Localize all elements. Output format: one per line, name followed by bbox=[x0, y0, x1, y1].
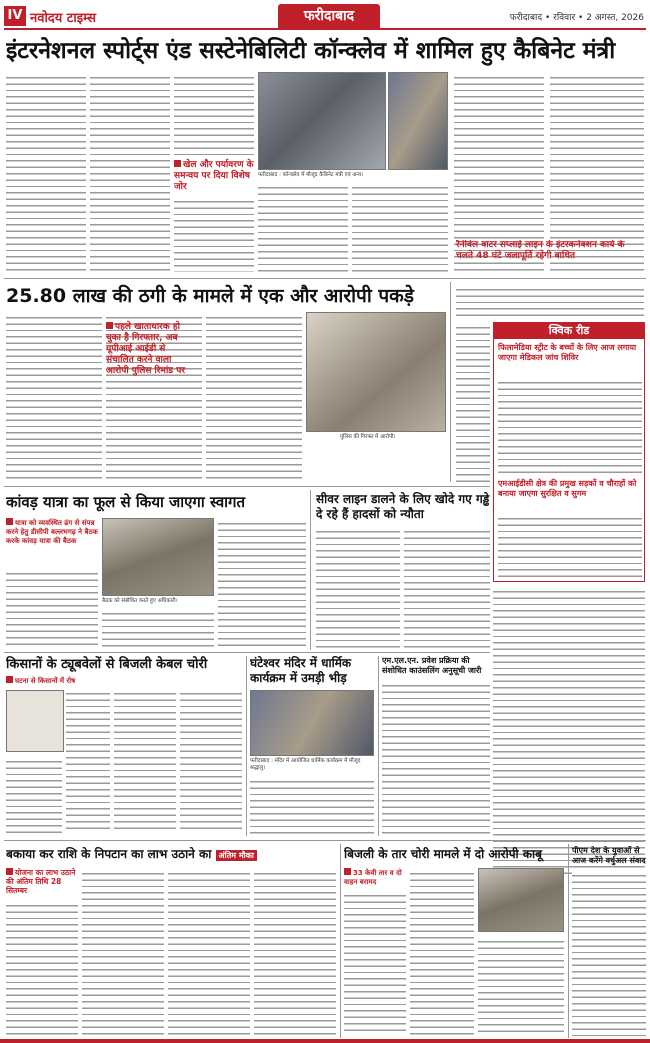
lead-callout: खेल और पर्यावरण के समन्वय पर दिया विशेष जोर bbox=[174, 160, 254, 192]
story2-headline: 25.80 लाख की ठगी के मामले में एक और आरोपी पकड़े bbox=[6, 285, 414, 307]
story5-headline: सीवर लाइन डालने के लिए खोदे गए गड्ढे दे रहे हैं हादसों को न्यौता bbox=[316, 492, 490, 521]
quick-read-title: क्विक रीड bbox=[494, 323, 644, 339]
lead-headline: इंटरनेशनल स्पोर्ट्स एंड सस्टेनेबिलिटी कॉन्क्लेव में शामिल हुए कैबिनेट मंत्री bbox=[6, 38, 616, 64]
brand-logo-text: नवोदय टाइम्स bbox=[30, 11, 97, 26]
quick-read-box bbox=[493, 322, 645, 582]
story3-body-narrow bbox=[456, 322, 490, 482]
story8-headline: एम.एल.एन. प्रवेश प्रक्रिया की संशोधित काउंसलिंग अनुसूची जारी bbox=[382, 656, 482, 675]
story8-body bbox=[382, 680, 490, 834]
story10-body-col2 bbox=[410, 868, 474, 1036]
story4-body-col2 bbox=[218, 518, 306, 648]
story7-headline: घंटेश्वर मंदिर में धार्मिक कार्यक्रम में उमड़ी भीड़ bbox=[250, 656, 352, 685]
story9-body-col1 bbox=[6, 900, 78, 1036]
story11-body bbox=[572, 870, 646, 1036]
divider bbox=[4, 278, 646, 279]
story6-body-col2 bbox=[114, 688, 176, 834]
story6-body-col3 bbox=[180, 688, 242, 834]
story2-photo bbox=[306, 312, 446, 432]
story5-body-col1 bbox=[316, 526, 400, 648]
story3-headline: रैनीवेल वाटर सप्लाई लाइन के इंटरकनेक्शन कार्य के चलते 48 घंटे जलापूर्ति रहेगी बाधित bbox=[456, 240, 625, 261]
story5-body-col2 bbox=[404, 526, 490, 648]
story9-body-col2 bbox=[82, 868, 164, 1036]
bullet-square-icon bbox=[174, 160, 181, 167]
lead-body-col3b bbox=[174, 196, 254, 272]
story7-photo bbox=[250, 690, 374, 756]
story9-callout: योजना का लाभ उठाने की अंतिम तिथि 28 सितम्बर bbox=[6, 868, 76, 895]
story10-photo bbox=[478, 868, 564, 932]
divider bbox=[246, 656, 247, 836]
divider bbox=[568, 844, 569, 1038]
lead-body-col4 bbox=[258, 182, 348, 272]
story9-body-col3 bbox=[168, 868, 250, 1036]
bullet-square-icon bbox=[6, 676, 13, 683]
bullet-square-icon bbox=[106, 322, 113, 329]
dateline: फरीदाबाद • रविवार • 2 अगस्त, 2026 bbox=[509, 13, 644, 23]
masthead bbox=[4, 4, 646, 30]
quick-read-item2-headline: एमआईडीसी क्षेत्र की प्रमुख सड़कों व चौराहों को बनाया जाएगा सुरक्षित व सुगम bbox=[498, 479, 637, 498]
story4-callout: यात्रा को व्यवस्थित ढंग से संपन्न करने हेतु डीसीपी बल्लभगढ़ ने बैठक करके कांवड़ यात्रा की बैठक bbox=[6, 519, 98, 545]
story3-body bbox=[456, 284, 644, 318]
story9-highlight: अंतिम मौका bbox=[216, 850, 257, 861]
thief-illustration bbox=[6, 690, 64, 752]
lead-photo bbox=[258, 72, 386, 170]
story10-headline: बिजली के तार चोरी मामले में दो आरोपी काबू bbox=[344, 847, 542, 861]
story4-photo bbox=[102, 518, 214, 596]
divider bbox=[340, 844, 341, 1038]
bullet-square-icon bbox=[6, 868, 13, 875]
story6-callout: घटना से किसानों में रोष bbox=[6, 676, 106, 686]
story2-photo-caption: पुलिस की गिरफ्त में आरोपी। bbox=[340, 434, 396, 440]
story4-photo-caption: बैठक को संबोधित करते हुए अधिकारी। bbox=[102, 598, 178, 604]
story2-callout: पहले खाताधारक हो चुका है गिरफ्तार, अब यूपीआई आईडी से संचालित करने वाला आरोपी पुलिस रिमांड पर bbox=[106, 322, 186, 376]
lead-body-col2 bbox=[90, 72, 170, 272]
quick-read-item2-body bbox=[498, 513, 642, 579]
story6-body-col0 bbox=[6, 756, 62, 834]
right-column-body bbox=[493, 586, 645, 876]
divider bbox=[378, 656, 379, 836]
footer-edge bbox=[0, 1039, 650, 1043]
story6-body-col1 bbox=[66, 688, 110, 834]
lead-body-col1 bbox=[6, 72, 86, 272]
divider bbox=[4, 840, 646, 841]
quick-read-item1-headline: फिलामेडिया स्ट्रीट के बच्चों के लिए आज लगाया जाएगा मेडिकल जांच शिविर bbox=[498, 343, 637, 362]
lead-photo-caption: फरीदाबाद : कॉन्क्लेव में मौजूद कैबिनेट मंत्री एवं अन्य। bbox=[258, 172, 364, 178]
story4-body-col1 bbox=[6, 568, 98, 648]
quick-read-item1-body bbox=[498, 377, 642, 473]
divider bbox=[4, 486, 490, 487]
story9-body-col4 bbox=[254, 868, 336, 1036]
story7-photo-caption: फरीदाबाद : मंदिर में आयोजित धार्मिक कार्यक्रम में मौजूद श्रद्धालु। bbox=[250, 758, 361, 771]
divider bbox=[450, 282, 451, 482]
story6-headline: किसानों के ट्यूबवेलों से बिजली केबल चोरी bbox=[6, 657, 208, 672]
city-banner: फरीदाबाद bbox=[278, 4, 380, 28]
divider bbox=[310, 490, 311, 650]
story10-body-col1 bbox=[344, 890, 406, 1036]
story11-headline: पीएम देश के युवाओं से आज करेंगे वर्चुअल संवाद bbox=[572, 846, 646, 865]
story7-body bbox=[250, 776, 374, 834]
bullet-square-icon bbox=[344, 868, 351, 875]
lead-body-col5 bbox=[352, 182, 448, 272]
page-number: IV bbox=[4, 6, 26, 26]
story2-body-col1 bbox=[6, 312, 102, 480]
story9-headline: बकाया कर राशि के निपटान का लाभ उठाने का अंतिम मौका bbox=[6, 846, 336, 862]
story4-body-col3 bbox=[102, 608, 214, 648]
divider bbox=[4, 652, 490, 653]
lead-photo-2 bbox=[388, 72, 448, 170]
story10-body-col3 bbox=[478, 936, 564, 1036]
lead-body-col3 bbox=[174, 72, 254, 158]
story2-body-col3 bbox=[206, 312, 302, 480]
story4-headline: कांवड़ यात्रा का फूल से किया जाएगा स्वागत bbox=[6, 493, 246, 511]
story10-callout: 33 केवी तार व दो वाहन बरामद bbox=[344, 869, 402, 886]
bullet-square-icon bbox=[6, 518, 13, 525]
